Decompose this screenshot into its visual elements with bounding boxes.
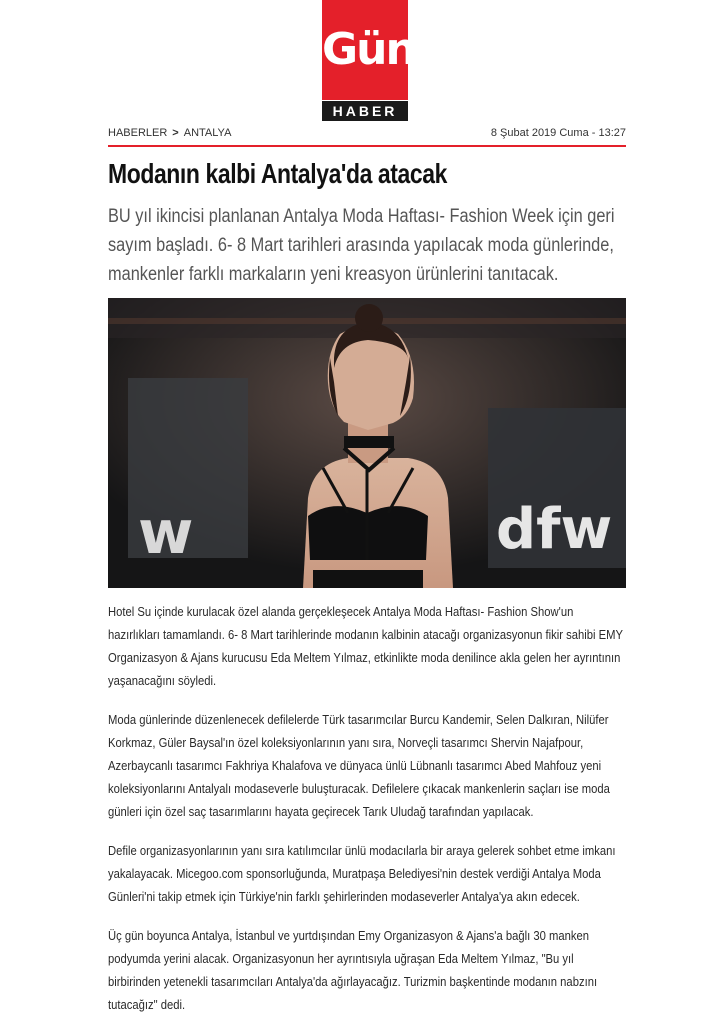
logo-wordmark: Gün (322, 0, 408, 100)
breadcrumb (108, 127, 231, 139)
breadcrumb-item-haberler[interactable]: HABERLER (108, 127, 168, 139)
site-logo[interactable] (322, 0, 415, 121)
breadcrumb-separator: > (172, 127, 179, 139)
article-paragraph: Moda günlerinde düzenlenecek defilelerde Türk tasarımcılar Burcu Kandemir, Selen Dalkıran, Nilüfer Korkmaz, Güler Baysal'ın özel koleksiyonlarının yanı sıra, Norveçli tasarımcı Shervin Najafpour, Azerbaycanlı tasarımcı Fakhriya Khalafova ve dünyaca ünlü Lübnanlı tasarımcı Abed Mahfouz yeni koleksiyonlarını Antalyalı modaseverle buluşturacak. Defilelere çıkacak mankenlerin saçları ise moda günleri için özel saç tasarımlarını hayata geçirecek Tarık Uludağ tarafından yapılacak. (108, 712, 610, 819)
backdrop-text-left: w (138, 498, 194, 568)
meta-row (108, 125, 626, 147)
breadcrumb-item-antalya[interactable]: ANTALYA (183, 127, 232, 139)
publish-date: 8 Şubat 2019 Cuma - 13:27 (490, 127, 626, 139)
article-paragraph: Hotel Su içinde kurulacak özel alanda gerçekleşecek Antalya Moda Haftası- Fashion Show'un hazırlıkları tamamlandı. 6- 8 Mart tarihlerinde modanın kalbinin atacağı organizasyonun fikir sahibi EMY Organizasyon & Ajans kurucusu Eda Meltem Yılmaz, etkinlikte moda denilince akla gelen her ayrıntının yaşanacağını söyledi. (108, 604, 623, 688)
article-body (108, 600, 627, 1032)
article-title: Modanın kalbi Antalya'da atacak (108, 158, 447, 189)
article-image (108, 298, 626, 588)
backdrop-text-right: dfw (496, 497, 613, 562)
article-paragraph: Defile organizasyonlarının yanı sıra katılımcılar ünlü modacılarla bir araya gelerek sohbet etme imkanı yakalayacak. Micegoo.com sponsorluğunda, Muratpaşa Belediyesi'nin destek verdiği Antalya Moda Günleri'ni takip etmek için Türkiye'nin farklı şehirlerinden modaseverler Antalya'ya akın edecek. (108, 843, 616, 904)
fashion-model-photo (108, 298, 626, 588)
article-lead: BU yıl ikincisi planlanan Antalya Moda Haftası- Fashion Week için geri sayım başladı. 6- 8 Mart tarihleri arasında yapılacak moda günlerinde, mankenler farklı markaların yeni kreasyon ürünlerini tanıtacak. (108, 206, 615, 285)
logo-subtitle: HABER (322, 100, 408, 121)
article-paragraph: Üç gün boyunca Antalya, İstanbul ve yurtdışından Emy Organizasyon & Ajans'a bağlı 30 manken podyumda yerini alacak. Organizasyonun her ayrıntısıyla uğraşan Eda Meltem Yılmaz, "Bu yıl birbirinden yetenekli tasarımcıları Antalya'da ağırlayacağız. Turizmin başkentinde modanın nabzını tutacağız" dedi. (108, 928, 598, 1012)
